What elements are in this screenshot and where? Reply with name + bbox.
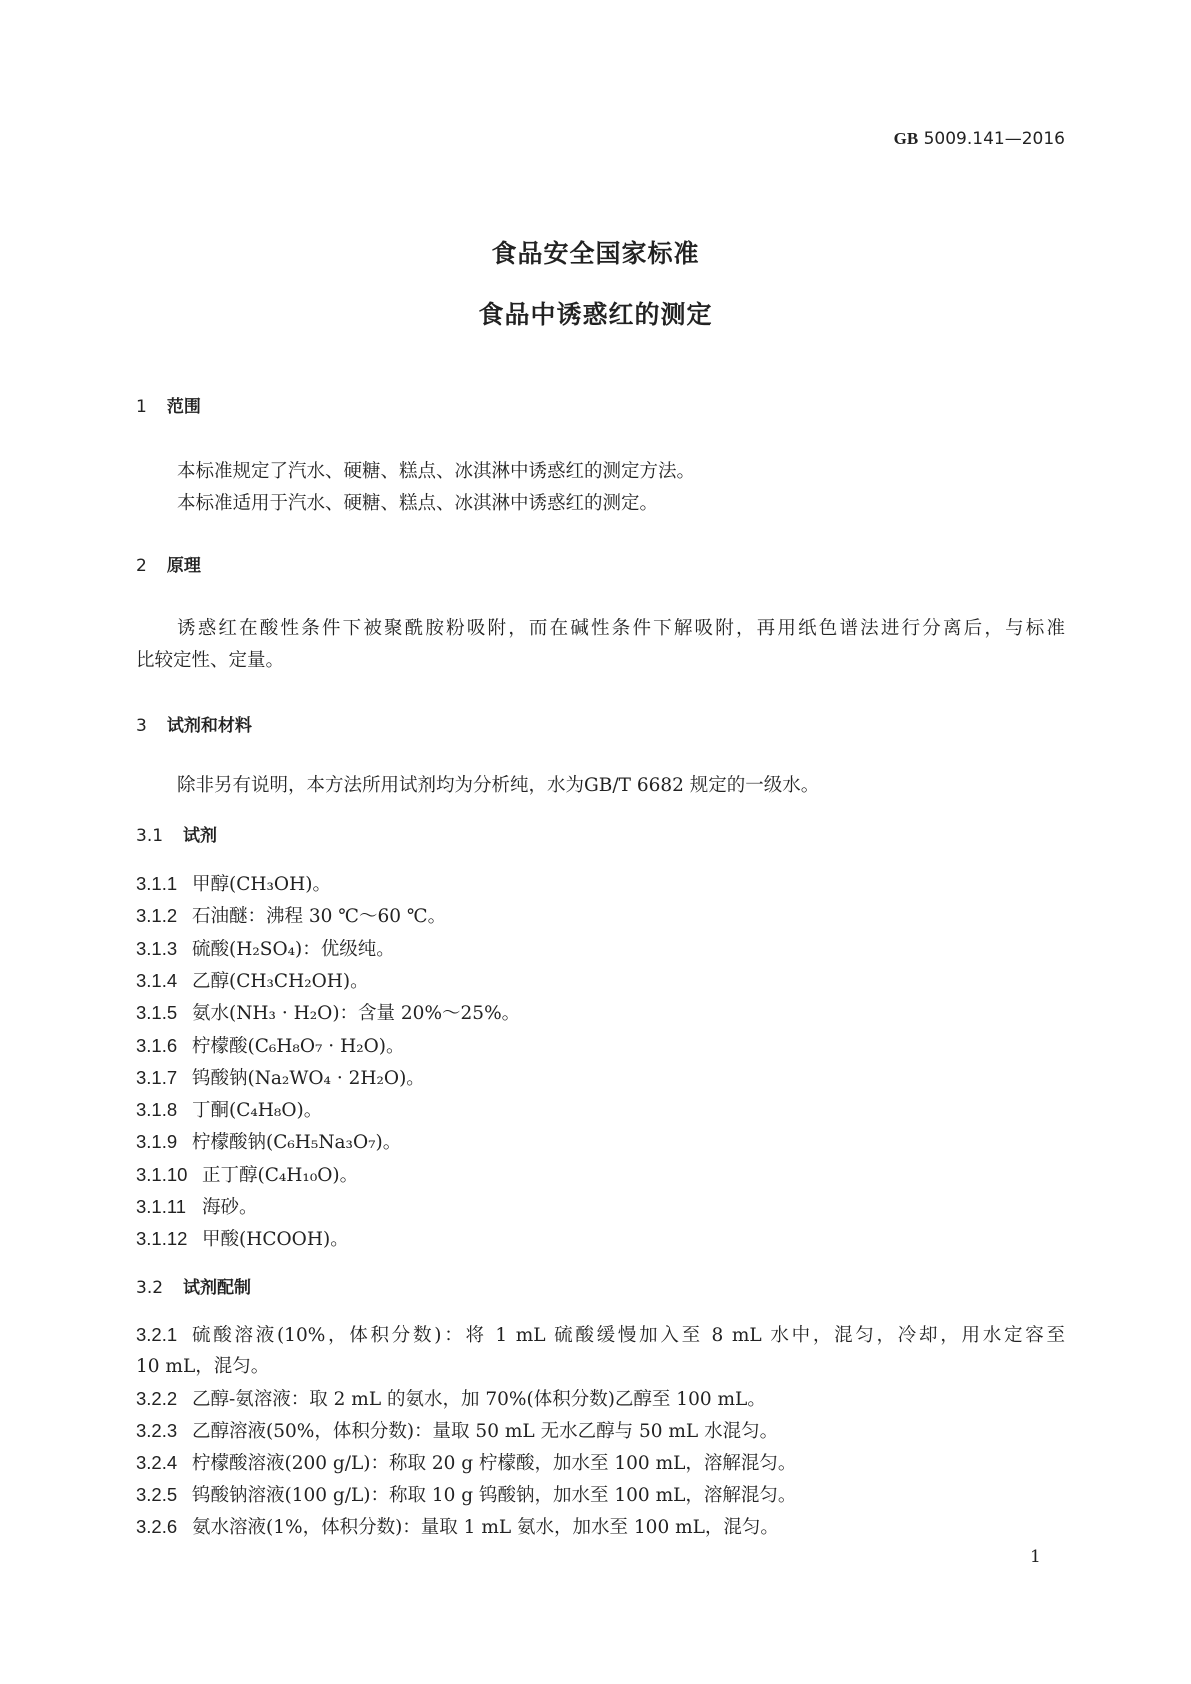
item-text: 硫酸溶液(10%，体积分数)：将 1 mL 硫酸缓慢加入至 8 mL 水中，混匀，冷却，用水定容至 [192,1325,1065,1346]
section-title: 范围 [166,397,201,417]
list-item [136,1324,1065,1347]
section-heading-2 [136,555,201,577]
list-item [136,970,369,993]
section-title: 试剂和材料 [166,716,252,736]
item-number: 3.1.6 [136,1034,178,1056]
item-text: 钨酸钠(Na₂WO₄ · 2H₂O)。 [192,1067,425,1089]
section-number: 3.1 [136,826,164,846]
item-number: 3.1.10 [136,1163,188,1185]
item-number: 3.1.11 [136,1196,187,1217]
paragraph-continuation: 比较定性、定量。 [136,650,285,671]
item-text: 乙醇(CH₃CH₂OH)。 [192,970,369,992]
standard-code [894,128,1065,150]
document-title: 食品安全国家标准 [491,239,700,268]
item-text: 氨水(NH₃ · H₂O)：含量 20%～25%。 [192,1003,521,1025]
item-text: 硫酸(H₂SO₄)：优级纯。 [192,938,395,960]
section-title: 试剂 [183,826,218,846]
list-item [136,1067,425,1090]
subsection-heading-3-2 [136,1277,251,1299]
item-number: 3.1.3 [136,937,178,959]
section-heading-1 [136,396,201,418]
item-text: 柠檬酸溶液(200 g/L)：称取 20 g 柠檬酸，加水至 100 mL，溶解混匀。 [192,1453,797,1474]
item-text: 乙醇-氨溶液：取 2 mL 的氨水，加 70%(体积分数)乙醇至 100 mL。 [192,1389,766,1410]
item-number: 3.1.8 [136,1099,178,1121]
item-number: 3.2.5 [136,1484,178,1505]
item-text: 丁酮(C₄H₈O)。 [192,1100,323,1122]
paragraph: 本标准适用于汽水、硬糖、糕点、冰淇淋中诱惑红的测定。 [177,493,659,514]
list-item [136,1131,401,1154]
item-number: 3.1.7 [136,1066,178,1088]
item-number: 3.1.12 [136,1228,188,1250]
item-text: 乙醇溶液(50%，体积分数)：量取 50 mL 无水乙醇与 50 mL 水混匀。 [192,1421,779,1442]
section-number: 2 [136,556,147,576]
item-number: 3.1.5 [136,1002,178,1024]
item-text: 石油醚：沸程 30 ℃～60 ℃。 [192,906,447,928]
item-number: 3.2.2 [136,1388,178,1409]
standard-code-number: 5009.141—2016 [923,129,1065,149]
list-item [136,905,446,928]
list-item [136,1516,779,1539]
list-item-continuation: 10 mL，混匀。 [136,1356,270,1377]
list-item [136,1484,796,1507]
section-number: 3 [136,716,147,736]
section-title: 试剂配制 [183,1278,252,1298]
standard-code-prefix: GB [893,129,919,148]
section-heading-3 [136,715,252,737]
section-number: 3.2 [136,1278,164,1298]
list-item [136,1196,258,1219]
paragraph: 诱惑红在酸性条件下被聚酰胺粉吸附，而在碱性条件下解吸附，再用纸色谱法进行分离后，与标准 [177,618,1065,639]
list-item [136,1164,358,1187]
list-item [136,1452,796,1475]
item-text: 柠檬酸(C₆H₈O₇ · H₂O)。 [192,1035,405,1057]
list-item [136,1388,766,1411]
item-text: 柠檬酸钠(C₆H₅Na₃O₇)。 [192,1132,402,1154]
item-number: 3.2.1 [136,1324,178,1345]
item-number: 3.1.2 [136,905,178,927]
item-text: 正丁醇(C₄H₁₀O)。 [202,1164,359,1186]
list-item [136,1228,349,1251]
page-number: 1 [1030,1547,1041,1567]
list-item [136,1035,405,1058]
item-number: 3.1.1 [136,873,178,894]
section-title: 原理 [166,556,201,576]
list-item [136,1420,778,1443]
item-text: 甲酸(HCOOH)。 [202,1229,349,1251]
list-item [136,938,395,961]
list-item [136,1002,520,1025]
paragraph: 本标准规定了汽水、硬糖、糕点、冰淇淋中诱惑红的测定方法。 [177,461,696,482]
document-subtitle: 食品中诱惑红的测定 [478,300,713,329]
item-number: 3.2.6 [136,1516,178,1537]
item-text: 海砂。 [202,1197,258,1218]
list-item [136,873,331,896]
item-number: 3.1.4 [136,969,178,991]
paragraph: 除非另有说明，本方法所用试剂均为分析纯，水为GB/T 6682 规定的一级水。 [177,775,820,796]
list-item [136,1099,322,1122]
subsection-heading-3-1 [136,825,217,847]
item-number: 3.2.3 [136,1420,178,1441]
item-text: 氨水溶液(1%，体积分数)：量取 1 mL 氨水，加水至 100 mL，混匀。 [192,1517,779,1538]
item-number: 3.2.4 [136,1452,178,1473]
item-text: 钨酸钠溶液(100 g/L)：称取 10 g 钨酸钠，加水至 100 mL，溶解混匀。 [192,1485,797,1506]
item-number: 3.1.9 [136,1131,178,1153]
section-number: 1 [136,397,147,417]
item-text: 甲醇(CH₃OH)。 [192,874,331,895]
